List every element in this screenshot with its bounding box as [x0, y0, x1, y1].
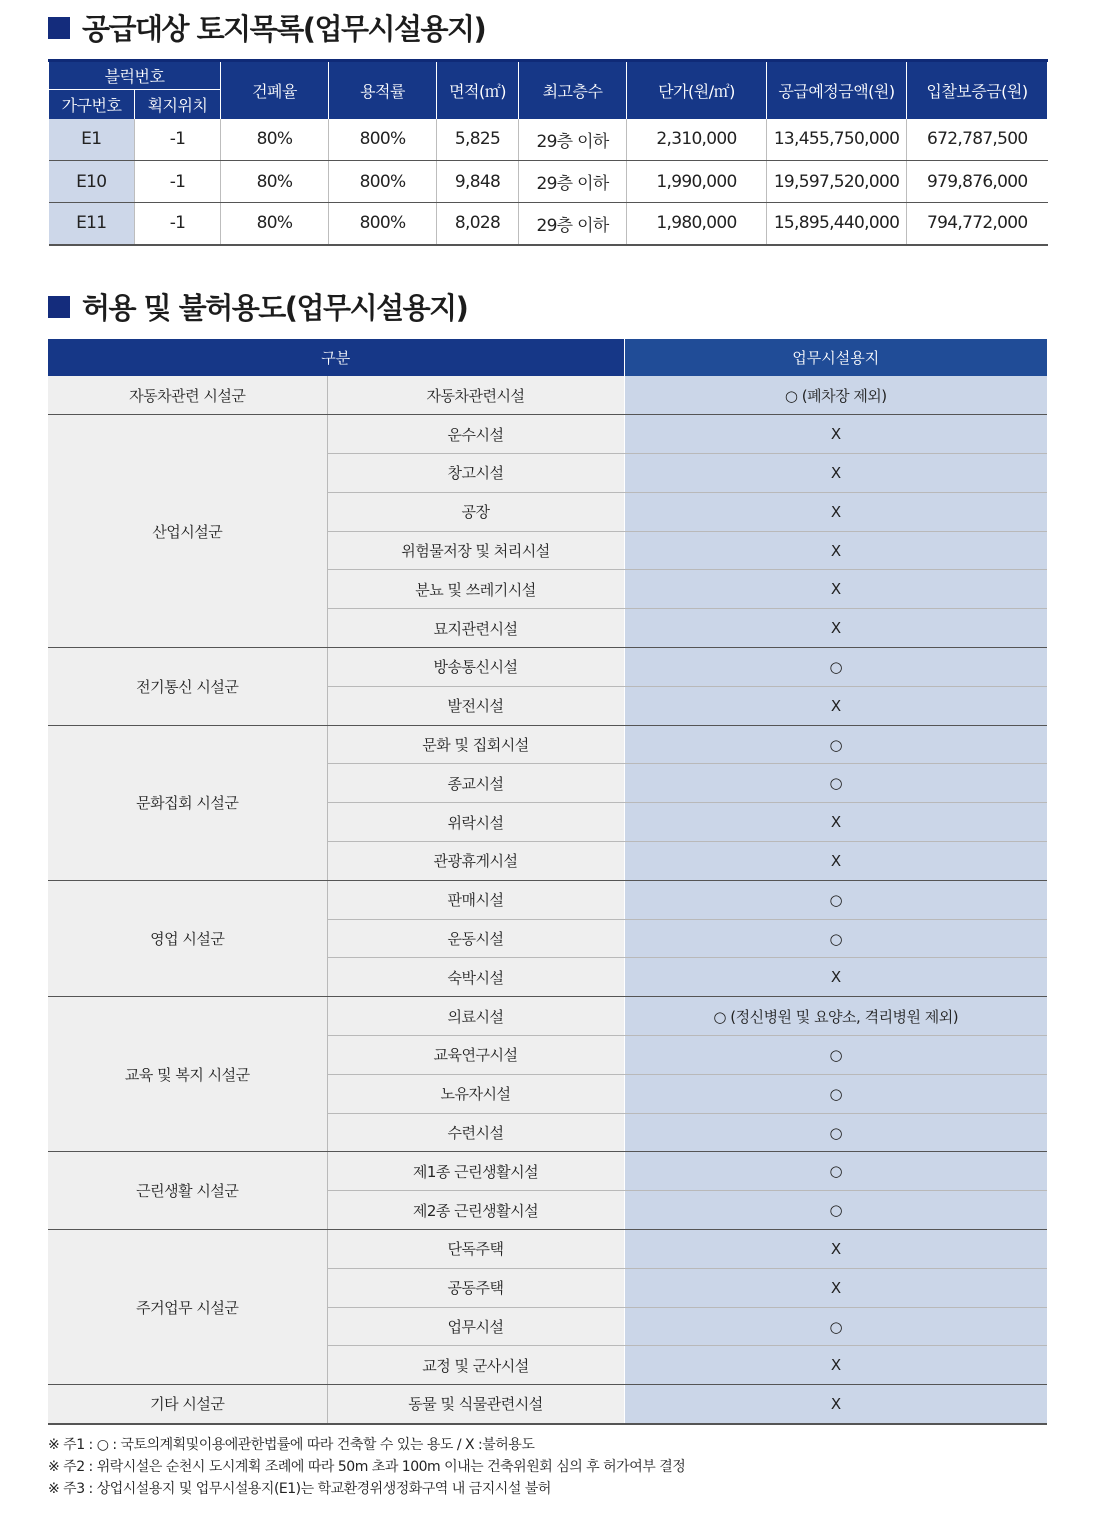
facility-group-cell: 자동차관련 시설군: [48, 376, 327, 415]
permission-cell: ○: [624, 1191, 1047, 1230]
facility-group-cell: 전기통신 시설군: [48, 648, 327, 726]
header-max-floors: 최고층수: [519, 61, 627, 119]
table-cell: -1: [135, 203, 221, 245]
table-cell: 15,895,440,000: [767, 203, 907, 245]
permission-cell: X: [624, 958, 1047, 997]
table-cell: 800%: [329, 161, 437, 203]
facility-cell: 발전시설: [327, 686, 624, 725]
permission-cell: ○ (폐차장 제외): [624, 376, 1047, 415]
permission-cell: ○ (정신병원 및 요양소, 격리병원 제외): [624, 997, 1047, 1036]
table-cell: 979,876,000: [907, 161, 1048, 203]
table-row: [48, 880, 1047, 919]
facility-cell: 업무시설: [327, 1307, 624, 1346]
facility-cell: 제1종 근린생활시설: [327, 1152, 624, 1191]
permission-cell: ○: [624, 764, 1047, 803]
facility-cell: 의료시설: [327, 997, 624, 1036]
section-title-text: 공급대상 토지목록(업무시설용지): [82, 12, 486, 46]
facility-cell: 위락시설: [327, 803, 624, 842]
facility-cell: 묘지관련시설: [327, 609, 624, 648]
land-list-table: [48, 59, 1048, 246]
table-row: [48, 1230, 1047, 1269]
section-title-text: 허용 및 불허용도(업무시설용지): [82, 291, 468, 325]
table-cell: -1: [135, 161, 221, 203]
table-row: [49, 119, 1048, 161]
permission-cell: X: [624, 415, 1047, 454]
table-cell: 80%: [221, 203, 329, 245]
facility-cell: 창고시설: [327, 454, 624, 493]
permission-cell: X: [624, 1346, 1047, 1385]
facility-group-cell: 교육 및 복지 시설군: [48, 997, 327, 1152]
table-row: [49, 203, 1048, 245]
facility-cell: 제2종 근린생활시설: [327, 1191, 624, 1230]
facility-cell: 단독주택: [327, 1230, 624, 1269]
facility-cell: 교정 및 군사시설: [327, 1346, 624, 1385]
table-cell: 672,787,500: [907, 119, 1048, 161]
facility-group-cell: 근린생활 시설군: [48, 1152, 327, 1230]
footnotes: [48, 1434, 685, 1500]
square-bullet-icon: [48, 296, 70, 318]
facility-group-cell: 문화집회 시설군: [48, 725, 327, 880]
footnote-1: ※ 주1 : ○ : 국토의계획및이용에관한법률에 따라 건축할 수 있는 용도 / X :불허용도: [48, 1437, 535, 1453]
section-title-use-permission: [48, 286, 467, 327]
permission-cell: X: [624, 531, 1047, 570]
header-area: 면적(㎡): [437, 61, 519, 119]
table-row: [49, 161, 1048, 203]
table-row: [48, 997, 1047, 1036]
header-coverage: 건폐율: [221, 61, 329, 119]
table-row: [48, 415, 1047, 454]
facility-cell: 분뇨 및 쓰레기시설: [327, 570, 624, 609]
footnote-3: ※ 주3 : 상업시설용지 및 업무시설용지(E1)는 학교환경위생정화구역 내 금지시설 불허: [48, 1481, 551, 1497]
table-row: [48, 1385, 1047, 1424]
use-permission-table: [48, 339, 1047, 1425]
table-row: [48, 1152, 1047, 1191]
facility-cell: 문화 및 집회시설: [327, 725, 624, 764]
table-cell: 80%: [221, 161, 329, 203]
header-far: 용적률: [329, 61, 437, 119]
header-supply-price: 공급예정금액(원): [767, 61, 907, 119]
table-cell: 1,990,000: [627, 161, 767, 203]
facility-group-cell: 산업시설군: [48, 415, 327, 648]
permission-cell: ○: [624, 1074, 1047, 1113]
header-household-no: 가구번호: [49, 90, 135, 119]
facility-cell: 동물 및 식물관련시설: [327, 1385, 624, 1424]
facility-cell: 공동주택: [327, 1268, 624, 1307]
facility-cell: 운동시설: [327, 919, 624, 958]
permission-cell: ○: [624, 919, 1047, 958]
facility-cell: 교육연구시설: [327, 1036, 624, 1075]
facility-cell: 운수시설: [327, 415, 624, 454]
facility-cell: 판매시설: [327, 880, 624, 919]
facility-group-cell: 영업 시설군: [48, 880, 327, 996]
table-cell: 1,980,000: [627, 203, 767, 245]
table-cell: 80%: [221, 119, 329, 161]
facility-cell: 공장: [327, 492, 624, 531]
permission-cell: X: [624, 1385, 1047, 1424]
facility-cell: 종교시설: [327, 764, 624, 803]
permission-cell: X: [624, 1268, 1047, 1307]
facility-cell: 관광휴게시설: [327, 842, 624, 881]
header-deposit: 입찰보증금(원): [907, 61, 1048, 119]
facility-group-cell: 주거업무 시설군: [48, 1230, 327, 1385]
square-bullet-icon: [48, 17, 70, 39]
table-cell: 800%: [329, 203, 437, 245]
header-lot-position: 획지위치: [135, 90, 221, 119]
permission-cell: X: [624, 1230, 1047, 1269]
table-row: [48, 376, 1047, 415]
facility-group-cell: 기타 시설군: [48, 1385, 327, 1424]
table-cell: 800%: [329, 119, 437, 161]
table-cell: 5,825: [437, 119, 519, 161]
facility-cell: 자동차관련시설: [327, 376, 624, 415]
table-cell: 29층 이하: [519, 161, 627, 203]
table-cell: 9,848: [437, 161, 519, 203]
section-title-land-list: [48, 7, 485, 48]
table-cell: 2,310,000: [627, 119, 767, 161]
permission-cell: ○: [624, 725, 1047, 764]
table-cell: 29층 이하: [519, 203, 627, 245]
facility-cell: 노유자시설: [327, 1074, 624, 1113]
table-cell: 29층 이하: [519, 119, 627, 161]
permission-cell: X: [624, 570, 1047, 609]
permission-cell: X: [624, 454, 1047, 493]
permission-cell: X: [624, 842, 1047, 881]
facility-cell: 수련시설: [327, 1113, 624, 1152]
header-unit-price: 단가(원/㎡): [627, 61, 767, 119]
facility-cell: 위험물저장 및 처리시설: [327, 531, 624, 570]
header-block-no: 블럭번호: [49, 61, 221, 90]
block-code-cell: E11: [49, 203, 135, 245]
facility-cell: 숙박시설: [327, 958, 624, 997]
table-cell: 13,455,750,000: [767, 119, 907, 161]
permission-cell: X: [624, 492, 1047, 531]
table-row: [48, 725, 1047, 764]
table-row: [48, 648, 1047, 687]
header-category: 구분: [48, 339, 624, 376]
table-cell: -1: [135, 119, 221, 161]
table-cell: 794,772,000: [907, 203, 1048, 245]
facility-cell: 방송통신시설: [327, 648, 624, 687]
header-business-land: 업무시설용지: [624, 339, 1047, 376]
block-code-cell: E1: [49, 119, 135, 161]
permission-cell: ○: [624, 1036, 1047, 1075]
footnote-2: ※ 주2 : 위락시설은 순천시 도시계획 조례에 따라 50m 초과 100m 이내는 건축위원회 심의 후 허가여부 결정: [48, 1459, 686, 1475]
permission-cell: ○: [624, 1307, 1047, 1346]
permission-cell: ○: [624, 1152, 1047, 1191]
table-cell: 19,597,520,000: [767, 161, 907, 203]
permission-cell: X: [624, 686, 1047, 725]
permission-cell: X: [624, 803, 1047, 842]
table-cell: 8,028: [437, 203, 519, 245]
block-code-cell: E10: [49, 161, 135, 203]
permission-cell: X: [624, 609, 1047, 648]
permission-cell: ○: [624, 880, 1047, 919]
permission-cell: ○: [624, 648, 1047, 687]
permission-cell: ○: [624, 1113, 1047, 1152]
